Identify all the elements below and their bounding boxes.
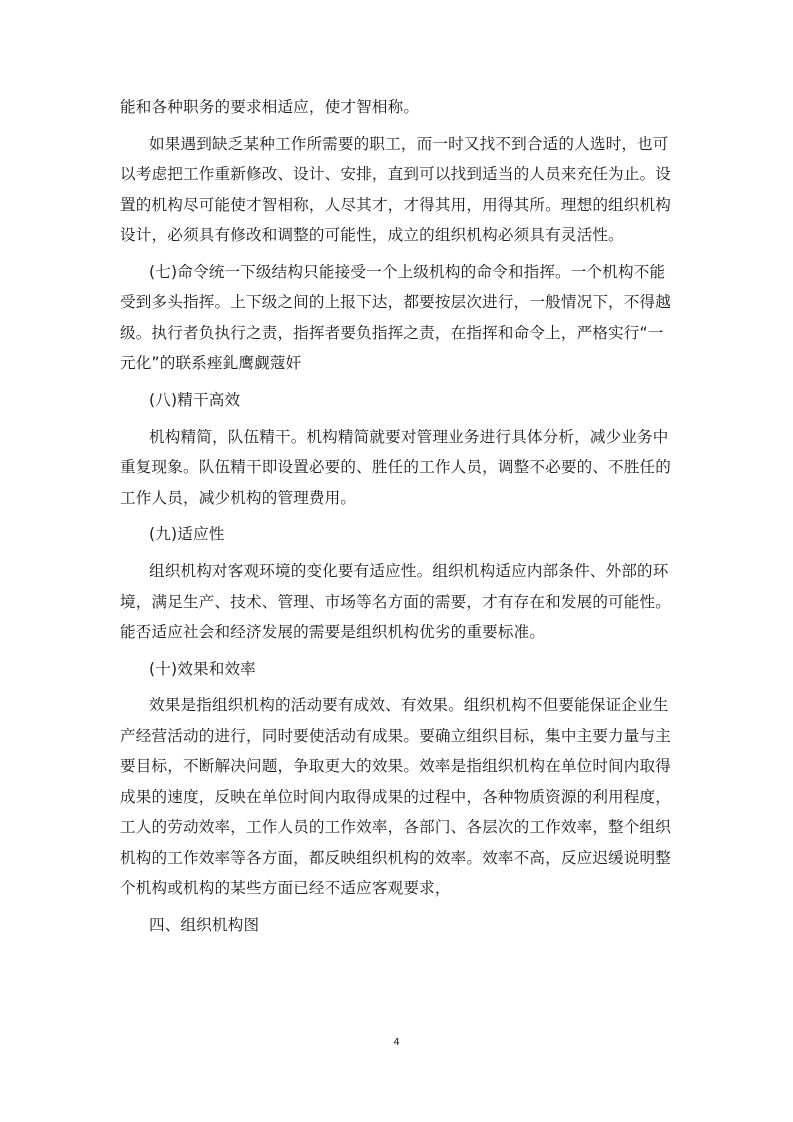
text-line: 效果是指组织机构的活动要有成效、有效果。组织机构不但要能保证企业生 (149, 696, 669, 714)
text-line: 产经营活动的进行，同时要使活动有成果。要确立组织目标，集中主要力量与主 (120, 727, 672, 745)
text-line: 组织机构对客观环境的变化要有适应性。组织机构适应内部条件、外部的环 (149, 562, 669, 580)
text-line: 工作人员，减少机构的管理费用。 (120, 489, 357, 507)
section-heading: (八)精干高效 (149, 391, 241, 409)
section-heading: 四、组织机构图 (149, 916, 260, 934)
page-number: 4 (393, 1037, 400, 1048)
text-line: 元化”的联系痤釓鹰觑蔻奸 (120, 354, 302, 372)
text-line: 成果的速度，反映在单位时间内取得成果的过程中，各种物质资源的利用程度， (120, 788, 672, 806)
text-line: 个机构或机构的某些方面已经不适应客观要求， (120, 879, 451, 897)
text-line: 置的机构尽可能使才智相称，人尽其才，才得其用，用得其所。理想的组织机构 (120, 196, 672, 214)
text-line: 重复现象。队伍精干即设置必要的、胜任的工作人员，调整不必要的、不胜任的 (120, 458, 672, 476)
text-line: 机构的工作效率等各方面，都反映组织机构的效率。效率不高，反应迟缓说明整 (120, 849, 672, 867)
text-line: 境，满足生产、技术、管理、市场等名方面的需要，才有存在和发展的可能性。 (120, 593, 672, 611)
text-line: 能和各种职务的要求相适应，使才智相称。 (120, 98, 420, 116)
text-line: 如果遇到缺乏某种工作所需要的职工，而一时又找不到合适的人选时，也可 (149, 135, 669, 153)
text-line: 设计，必须具有修改和调整的可能性，成立的组织机构必须具有灵活性。 (120, 226, 624, 244)
text-line: 能否适应社会和经济发展的需要是组织机构优劣的重要标准。 (120, 623, 546, 641)
section-heading: (七)命令统一下级结构只能接受一个上级机构的命令和指挥。一个机构不能 (149, 263, 666, 281)
text-line: 受到多头指挥。上下级之间的上报下达，都要按层次进行，一般情况下，不得越 (120, 293, 672, 311)
section-heading: (十)效果和效率 (149, 660, 256, 678)
text-line: 级。执行者负执行之责，指挥者要负指挥之责，在指挥和命令上，严格实行“一 (120, 324, 664, 342)
text-line: 以考虑把工作重新修改、设计、安排，直到可以找到适当的人员来充任为止。设 (120, 165, 672, 183)
text-line: 工人的劳动效率，工作人员的工作效率，各部门、各层次的工作效率，整个组织 (120, 818, 672, 836)
text-line: 要目标，不断解决问题，争取更大的效果。效率是指组织机构在单位时间内取得 (120, 757, 672, 775)
text-line: 机构精简，队伍精干。机构精简就要对管理业务进行具体分析，减少业务中 (149, 428, 669, 446)
section-heading: (九)适应性 (149, 525, 225, 543)
